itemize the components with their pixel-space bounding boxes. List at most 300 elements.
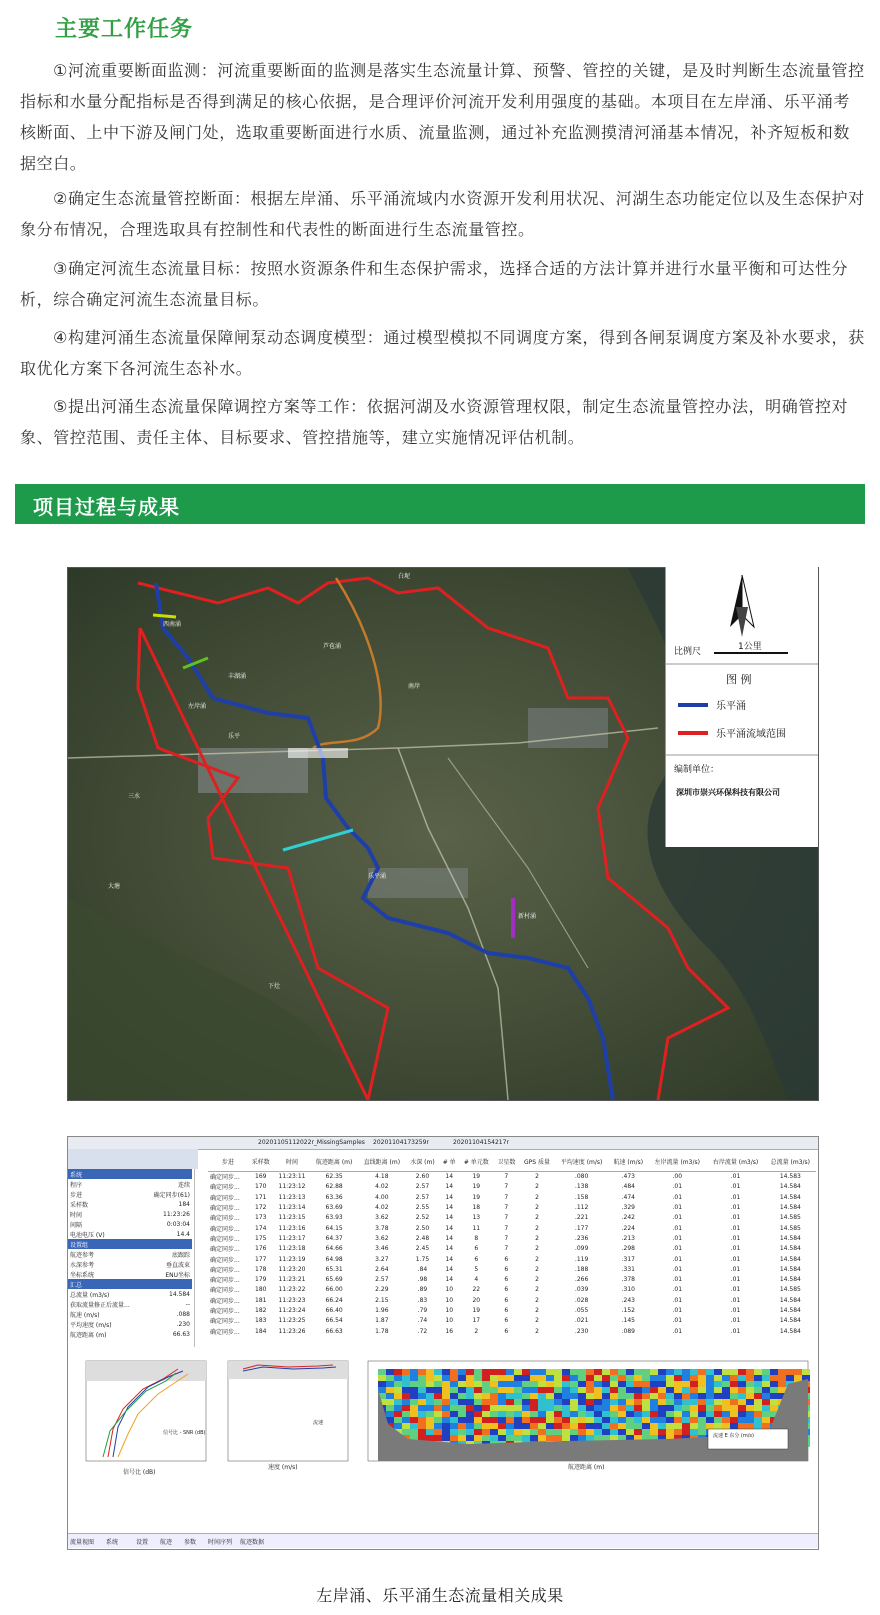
heatmap-cell — [770, 1369, 778, 1375]
table-cell: 170 — [255, 1183, 267, 1191]
table-cell: .01 — [730, 1255, 741, 1263]
bottom-tab-2[interactable]: 设置 — [136, 1539, 149, 1546]
table-cell: 2.52 — [415, 1214, 430, 1222]
heatmap-cell — [522, 1429, 530, 1435]
column-header[interactable]: 步进 — [208, 1151, 248, 1172]
heatmap-cell — [610, 1423, 618, 1429]
heatmap-cell — [394, 1393, 402, 1399]
heatmap-cell — [490, 1381, 498, 1387]
property-key: 坐标系统 — [70, 1271, 95, 1279]
heatmap-cell — [698, 1381, 706, 1387]
heatmap-cell — [770, 1399, 778, 1405]
heatmap-cell — [730, 1423, 738, 1429]
heatmap-cell — [546, 1417, 554, 1423]
tab-file-1[interactable]: 20201105112022r_MissingSamples — [258, 1139, 365, 1146]
column-header[interactable]: 采样数 — [248, 1151, 274, 1172]
heatmap-cell — [706, 1405, 714, 1411]
heatmap-cell — [706, 1375, 714, 1381]
property-row — [68, 1219, 192, 1229]
heatmap-cell — [618, 1399, 626, 1405]
table-cell: 66.63 — [325, 1327, 343, 1335]
table-row[interactable] — [208, 1295, 816, 1305]
heatmap-cell — [434, 1417, 442, 1423]
heatmap-cell — [530, 1399, 538, 1405]
heatmap-cell — [794, 1375, 802, 1381]
heatmap-cell — [386, 1399, 394, 1405]
heatmap-cell — [762, 1411, 770, 1417]
tab-file-2[interactable]: 20201104173259r — [373, 1139, 429, 1146]
paragraph-4: ④构建河涌生态流量保障闸泵动态调度模型：通过模型模拟不同调度方案，得到各闸泵调度方案及补水要求，获取优化方案下各河流生态补水。 — [20, 328, 865, 378]
property-value: 底跟踪 — [171, 1251, 190, 1259]
table-row[interactable] — [208, 1254, 816, 1264]
heatmap-cell — [410, 1429, 418, 1435]
heatmap-cell — [650, 1375, 658, 1381]
table-cell: 174 — [255, 1224, 267, 1232]
table-cell: .01 — [672, 1255, 683, 1263]
heatmap-cell — [762, 1423, 770, 1429]
heatmap-cell — [458, 1399, 466, 1405]
table-cell: 5 — [474, 1265, 479, 1273]
heatmap-cell — [490, 1417, 498, 1423]
heatmap-cell — [426, 1435, 434, 1441]
bottom-tab-0[interactable]: 流量视图 — [70, 1539, 95, 1546]
table-cell: .021 — [574, 1317, 589, 1325]
heatmap-cell — [602, 1369, 610, 1375]
heatmap-cell — [474, 1435, 482, 1441]
table-cell: .317 — [621, 1255, 635, 1263]
table-cell: 19 — [472, 1183, 481, 1191]
heatmap-cell — [682, 1417, 690, 1423]
table-cell: 18 — [472, 1204, 481, 1212]
heatmap-cell — [386, 1369, 394, 1375]
column-header[interactable]: 航速 (m/s) — [608, 1151, 648, 1172]
heatmap-cell — [778, 1381, 786, 1387]
heatmap-cell — [762, 1405, 770, 1411]
heatmap-cell — [538, 1369, 546, 1375]
bottom-tab-4[interactable]: 参数 — [184, 1539, 197, 1546]
heatmap-cell — [490, 1429, 498, 1435]
heatmap-cell — [690, 1405, 698, 1411]
table-cell: 确定同步... — [210, 1174, 240, 1182]
heatmap-cell — [394, 1387, 402, 1393]
heatmap-cell — [498, 1423, 506, 1429]
heatmap-cell — [450, 1411, 458, 1417]
table-cell: .84 — [417, 1265, 428, 1273]
heatmap-cell — [442, 1393, 450, 1399]
table-row[interactable] — [208, 1182, 816, 1192]
column-header[interactable]: # 单元数 — [459, 1151, 493, 1172]
table-cell: 14.584 — [779, 1234, 801, 1242]
property-key: 水深参考 — [70, 1261, 95, 1269]
heatmap-cell — [698, 1375, 706, 1381]
table-cell: 66.24 — [325, 1296, 343, 1304]
column-header[interactable]: 时间 — [274, 1151, 311, 1172]
heatmap-cell — [434, 1405, 442, 1411]
heatmap-cell — [690, 1387, 698, 1393]
heatmap-cell — [522, 1393, 530, 1399]
heatmap-cell — [490, 1369, 498, 1375]
heatmap-cell — [722, 1369, 730, 1375]
heatmap-cell — [570, 1417, 578, 1423]
table-cell: .378 — [621, 1276, 635, 1284]
bottom-tabs — [68, 1533, 818, 1548]
heatmap-cell — [706, 1411, 714, 1417]
heatmap-cell — [666, 1387, 674, 1393]
property-key: 时间 — [70, 1211, 83, 1219]
property-value: .230 — [176, 1320, 190, 1328]
heatmap-cell — [386, 1381, 394, 1387]
heatmap-cell — [746, 1423, 754, 1429]
heatmap-cell — [634, 1417, 642, 1423]
heatmap-cell — [394, 1369, 402, 1375]
map-label-fenghu: 丰湖涌 — [228, 673, 247, 680]
table-cell: .01 — [672, 1193, 683, 1201]
heatmap-cell — [578, 1417, 586, 1423]
table-cell: 19 — [472, 1193, 481, 1201]
table-cell: 2 — [535, 1193, 539, 1201]
table-cell: .266 — [574, 1276, 589, 1284]
heatmap-cell — [410, 1411, 418, 1417]
heatmap-cell — [442, 1387, 450, 1393]
heatmap-cell — [658, 1411, 666, 1417]
heatmap-cell — [522, 1375, 530, 1381]
heatmap-cell — [546, 1387, 554, 1393]
table-cell: 22 — [472, 1286, 481, 1294]
heatmap-cell — [474, 1417, 482, 1423]
heatmap-cell — [698, 1399, 706, 1405]
heatmap-cell — [402, 1369, 410, 1375]
heatmap-cell — [378, 1387, 386, 1393]
property-value — [144, 1279, 192, 1289]
table-cell: .01 — [730, 1193, 741, 1201]
heatmap-cell — [426, 1387, 434, 1393]
heatmap-cell — [442, 1423, 450, 1429]
heatmap-cell — [506, 1417, 514, 1423]
heatmap-cell — [754, 1423, 762, 1429]
heatmap-cell — [546, 1423, 554, 1429]
heatmap-cell — [490, 1435, 498, 1441]
property-value: 连续 — [177, 1181, 190, 1189]
heatmap-cell — [714, 1375, 722, 1381]
property-value — [144, 1239, 192, 1249]
heatmap-cell — [546, 1405, 554, 1411]
table-cell: .01 — [672, 1224, 683, 1232]
heatmap-cell — [530, 1375, 538, 1381]
heatmap-cell — [514, 1369, 522, 1375]
heatmap-cell — [530, 1369, 538, 1375]
heatmap-cell — [658, 1375, 666, 1381]
heatmap-cell — [578, 1381, 586, 1387]
table-cell: .310 — [621, 1286, 635, 1294]
table-cell: 66.00 — [325, 1286, 343, 1294]
bottom-tab-1[interactable]: 系统 — [106, 1539, 119, 1546]
heatmap-cell — [754, 1387, 762, 1393]
table-cell: .298 — [621, 1245, 635, 1253]
heatmap-cell — [570, 1429, 578, 1435]
heatmap-cell — [642, 1375, 650, 1381]
column-header[interactable]: GPS 质量 — [519, 1151, 554, 1172]
heatmap-cell — [498, 1387, 506, 1393]
table-cell: 10 — [445, 1286, 454, 1294]
heatmap-cell — [586, 1435, 594, 1441]
heatmap-cell — [562, 1405, 570, 1411]
heatmap-cell — [562, 1423, 570, 1429]
heatmap-cell — [498, 1429, 506, 1435]
heatmap-cell — [506, 1369, 514, 1375]
table-cell: .138 — [574, 1183, 589, 1191]
property-row — [68, 1279, 192, 1289]
heatmap-cell — [514, 1429, 522, 1435]
heatmap-cell — [514, 1375, 522, 1381]
table-cell: 14 — [445, 1234, 454, 1242]
heatmap-cell — [474, 1411, 482, 1417]
paragraph-3: ③确定河流生态流量目标：按照水资源条件和生态保护需求，选择合适的方法计算并进行水量平衡和可达性分析，综合确定河流生态流量目标。 — [20, 259, 849, 309]
heatmap-cell — [498, 1393, 506, 1399]
table-cell: 179 — [255, 1276, 267, 1284]
column-header[interactable]: 平均速度 (m/s) — [555, 1151, 609, 1172]
table-cell: .01 — [730, 1276, 741, 1284]
table-cell: .099 — [574, 1245, 589, 1253]
table-cell: 14 — [445, 1214, 454, 1222]
column-header[interactable]: 航迹距离 (m) — [310, 1151, 358, 1172]
table-cell: 1.78 — [375, 1327, 389, 1335]
heatmap-cell — [418, 1381, 426, 1387]
heatmap-cell — [514, 1417, 522, 1423]
table-row[interactable] — [208, 1223, 816, 1233]
heatmap-cell — [634, 1387, 642, 1393]
table-row[interactable] — [208, 1213, 816, 1223]
table-cell: 14 — [445, 1193, 454, 1201]
table-cell: .79 — [417, 1307, 428, 1314]
table-cell: 14.584 — [779, 1317, 801, 1325]
heatmap-cell — [658, 1429, 666, 1435]
heatmap-cell — [666, 1369, 674, 1375]
table-cell: 2 — [535, 1183, 539, 1191]
heatmap-cell — [618, 1423, 626, 1429]
heatmap-cell — [666, 1429, 674, 1435]
column-header[interactable]: 水深 (m) — [406, 1151, 440, 1172]
table-cell: 64.15 — [325, 1224, 343, 1232]
heatmap-cell — [458, 1411, 466, 1417]
table-cell: 11:23:14 — [278, 1204, 306, 1212]
table-cell: 11:23:26 — [278, 1327, 306, 1335]
heatmap-cell — [682, 1411, 690, 1417]
heatmap-cell — [538, 1393, 546, 1399]
table-row[interactable] — [208, 1172, 816, 1182]
table-row[interactable] — [208, 1264, 816, 1274]
property-value: 11:23:26 — [163, 1210, 190, 1218]
table-row[interactable] — [208, 1274, 816, 1284]
table-cell: 2.57 — [415, 1193, 430, 1201]
heatmap-cell — [714, 1387, 722, 1393]
table-cell: .224 — [621, 1224, 635, 1232]
heatmap-cell — [562, 1429, 570, 1435]
heatmap-cell — [426, 1417, 434, 1423]
heatmap-cell — [714, 1417, 722, 1423]
heatmap-cell — [546, 1435, 554, 1441]
heatmap-cell — [754, 1405, 762, 1411]
table-row[interactable] — [208, 1244, 816, 1254]
heatmap-cell — [690, 1375, 698, 1381]
heatmap-cell — [538, 1429, 546, 1435]
property-key: 采样数 — [70, 1201, 89, 1209]
table-cell: .329 — [621, 1204, 635, 1212]
heatmap-cell — [626, 1393, 634, 1399]
bottom-tab-3[interactable]: 航迹 — [160, 1539, 173, 1546]
heatmap-cell — [602, 1405, 610, 1411]
table-row[interactable] — [208, 1192, 816, 1202]
heatmap-cell — [450, 1393, 458, 1399]
heatmap-cell — [458, 1393, 466, 1399]
heatmap-cell — [410, 1417, 418, 1423]
table-cell: .028 — [574, 1296, 589, 1304]
heatmap-cell — [682, 1381, 690, 1387]
table-cell: .01 — [730, 1234, 741, 1242]
table-cell: 66.54 — [325, 1317, 343, 1325]
heatmap-cell — [466, 1393, 474, 1399]
tab-file-3[interactable]: 20201104154217r — [453, 1139, 509, 1146]
table-cell: 7 — [504, 1173, 509, 1181]
table-cell: .01 — [672, 1327, 683, 1335]
table-cell: 14.583 — [779, 1173, 801, 1181]
heatmap-cell — [466, 1381, 474, 1387]
table-cell: .72 — [417, 1327, 428, 1335]
heatmap-cell — [482, 1393, 490, 1399]
column-header[interactable]: 卫星数 — [493, 1151, 519, 1172]
bottom-tab-6[interactable]: 航迹数据 — [240, 1539, 265, 1546]
table-row[interactable] — [208, 1233, 816, 1243]
property-row — [68, 1319, 192, 1329]
table-cell: 确定同步... — [210, 1235, 240, 1243]
heatmap-cell — [562, 1369, 570, 1375]
table-cell: .01 — [730, 1245, 741, 1253]
heatmap-cell — [586, 1381, 594, 1387]
property-value: ENU坐标 — [165, 1271, 190, 1279]
column-header[interactable]: 总流量 (m3/s) — [765, 1151, 816, 1172]
heatmap-cell — [434, 1369, 442, 1375]
bottom-tab-5[interactable]: 时间序列 — [208, 1539, 233, 1546]
table-cell: 2.48 — [415, 1234, 430, 1242]
heatmap-cell — [530, 1411, 538, 1417]
heatmap-cell — [458, 1369, 466, 1375]
heatmap-cell — [434, 1399, 442, 1405]
heatmap-cell — [746, 1369, 754, 1375]
table-cell: 2 — [535, 1327, 539, 1335]
heatmap-cell — [626, 1375, 634, 1381]
heatmap-cell — [482, 1405, 490, 1411]
table-cell: 6 — [474, 1245, 479, 1253]
heatmap-cell — [770, 1375, 778, 1381]
heatmap-cell — [530, 1417, 538, 1423]
column-header[interactable]: 左岸流量 (m3/s) — [648, 1151, 706, 1172]
table-cell: 4.18 — [375, 1173, 389, 1181]
heatmap-cell — [522, 1423, 530, 1429]
heatmap-cell — [618, 1375, 626, 1381]
table-cell: 14 — [445, 1173, 454, 1181]
heatmap-cell — [530, 1435, 538, 1441]
heatmap-cell — [714, 1393, 722, 1399]
heatmap-cell — [498, 1405, 506, 1411]
heatmap-cell — [434, 1429, 442, 1435]
table-row[interactable] — [208, 1316, 816, 1326]
heatmap-cell — [610, 1417, 618, 1423]
heatmap-cell — [754, 1393, 762, 1399]
heatmap-cell — [746, 1375, 754, 1381]
heatmap-cell — [618, 1369, 626, 1375]
heatmap-cell — [746, 1405, 754, 1411]
table-row[interactable] — [208, 1202, 816, 1212]
table-cell: .01 — [730, 1286, 741, 1294]
property-value: 14.584 — [169, 1290, 190, 1298]
heatmap-cell — [490, 1399, 498, 1405]
table-cell: 14.584 — [779, 1245, 801, 1253]
heatmap-cell — [538, 1375, 546, 1381]
heatmap-cell — [442, 1405, 450, 1411]
heatmap-cell — [570, 1393, 578, 1399]
property-key: 航速 (m/s) — [70, 1311, 100, 1319]
table-row[interactable] — [208, 1285, 816, 1295]
heatmap-cell — [522, 1411, 530, 1417]
heatmap-cell — [498, 1369, 506, 1375]
property-key: 设置组 — [70, 1241, 89, 1249]
heatmap-cell — [650, 1411, 658, 1417]
column-header[interactable]: 右岸流量 (m3/s) — [706, 1151, 764, 1172]
org-name: 深圳市崇兴环保科技有限公司 — [676, 788, 780, 797]
table-cell: .119 — [574, 1255, 589, 1263]
property-key: 汇总 — [70, 1281, 83, 1289]
column-header[interactable]: # 单 — [439, 1151, 459, 1172]
heatmap-cell — [418, 1387, 426, 1393]
heatmap-cell — [594, 1411, 602, 1417]
heatmap-cell — [634, 1381, 642, 1387]
org-label: 编制单位： — [674, 765, 720, 775]
table-row[interactable] — [208, 1326, 816, 1336]
heatmap-cell — [498, 1417, 506, 1423]
column-header[interactable]: 直线距离 (m) — [358, 1151, 406, 1172]
heatmap-cell — [642, 1429, 650, 1435]
table-cell: .213 — [621, 1234, 635, 1242]
heatmap-cell — [658, 1393, 666, 1399]
heatmap-cell — [434, 1411, 442, 1417]
table-cell: .01 — [730, 1327, 741, 1335]
heatmap-cell — [442, 1381, 450, 1387]
table-cell: 10 — [445, 1317, 454, 1325]
table-cell: 14.584 — [779, 1276, 801, 1284]
heatmap-cell — [594, 1369, 602, 1375]
table-row[interactable] — [208, 1305, 816, 1315]
heatmap-cell — [554, 1435, 562, 1441]
heatmap-cell — [642, 1387, 650, 1393]
table-cell: .01 — [730, 1204, 741, 1212]
heatmap-cell — [674, 1387, 682, 1393]
heatmap-cell — [602, 1387, 610, 1393]
heatmap-cell — [442, 1411, 450, 1417]
heatmap-cell — [386, 1393, 394, 1399]
heatmap-cell — [458, 1417, 466, 1423]
heatmap-cell — [610, 1429, 618, 1435]
heatmap-cell — [554, 1369, 562, 1375]
heatmap-cell — [394, 1399, 402, 1405]
heatmap-cell — [490, 1387, 498, 1393]
table-cell: 2 — [535, 1286, 539, 1294]
heatmap-cell — [562, 1399, 570, 1405]
heatmap-cell — [642, 1381, 650, 1387]
heatmap-cell — [514, 1393, 522, 1399]
map-label-sanshui: 三水 — [128, 793, 141, 800]
heatmap-cell — [746, 1387, 754, 1393]
heatmap-cell — [578, 1423, 586, 1429]
heatmap-cell — [498, 1375, 506, 1381]
